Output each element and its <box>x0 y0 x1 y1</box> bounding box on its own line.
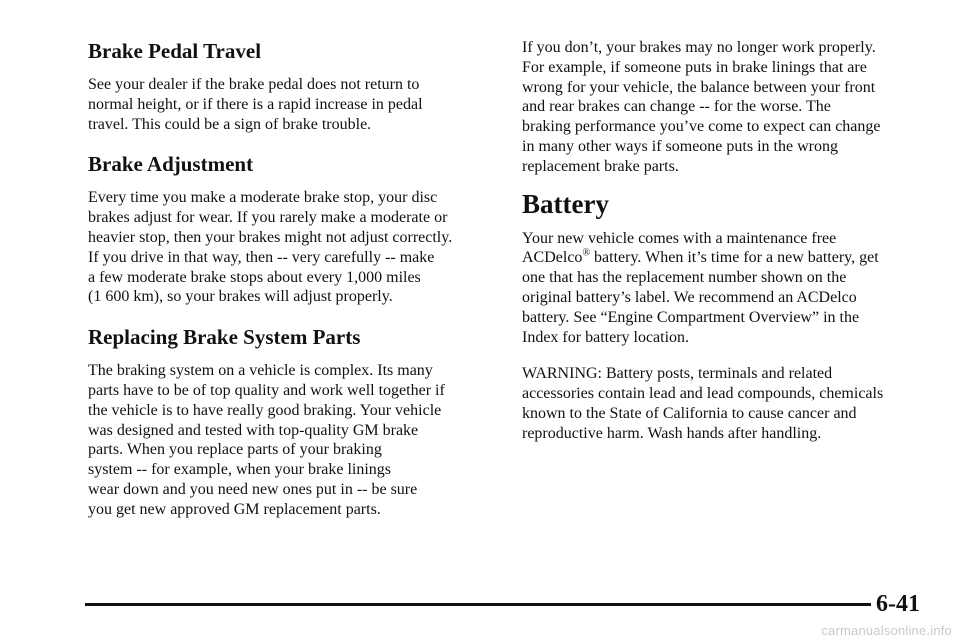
brake-parts-continuation-text: If you don’t, your brakes may no longer work properly. For example, if someone puts in brake linings that are wrong for your vehicle, the balance between your front and rear brakes can change -- for the worse. The braking performance you’ve come to expect can change in many other ways if someone puts in the wrong replacement brake parts. <box>522 39 881 175</box>
brake-pedal-travel-section <box>88 38 496 134</box>
brake-pedal-travel-heading: Brake Pedal Travel <box>88 39 262 63</box>
footer-rule <box>85 603 871 606</box>
battery-section <box>522 188 932 444</box>
brake-adjustment-section <box>88 151 496 307</box>
brake-adjustment-heading: Brake Adjustment <box>88 152 254 177</box>
right-column <box>522 38 932 461</box>
page-number: 6-41 <box>876 591 920 617</box>
replacing-brake-parts-section <box>88 324 496 519</box>
replacing-brake-parts-heading: Replacing Brake System Parts <box>88 325 361 350</box>
brake-pedal-travel-text: See your dealer if the brake pedal does not return to normal height, or if there is a rapid increase in pedal travel. This could be a sign of brake trouble. <box>88 76 423 133</box>
battery-text <box>522 229 932 348</box>
replacing-brake-parts-text: The braking system on a vehicle is complex. Its many parts have to be of top quality and work well together if the vehicle is to have really good braking. Your vehicle was designed and tested with top-quality GM brake parts. When you replace parts of your braking system -- for example, when your brake linings wear down and you need new ones put in -- be sure you get new approved GM replacement parts. <box>88 362 445 518</box>
battery-text-part1: Your new vehicle comes with a maintenance free ACDelco <box>522 229 837 267</box>
left-column <box>88 38 496 537</box>
battery-heading: Battery <box>522 188 609 219</box>
registered-mark: ® <box>582 248 591 260</box>
battery-warning-text: WARNING: Battery posts, terminals and related accessories contain lead and lead compounds, chemicals known to the State of California to cause cancer and reproductive harm. Wash hands after handling. <box>522 365 884 442</box>
watermark: carmanualsonline.info <box>821 623 952 638</box>
battery-text-part2: battery. When it’s time for a new battery, get one that has the replacement number shown on the original battery’s label. We recommend an ACDelco battery. See “Engine Compartment Overview” in the Index for battery location. <box>522 249 879 346</box>
brake-adjustment-text: Every time you make a moderate brake stop, your disc brakes adjust for wear. If you rarely make a moderate or heavier stop, then your brakes might not adjust correctly. If you drive in that way, then -- very carefully -- make a few moderate brake stops about every 1,000 miles (1 600 km), so your brakes will adjust properly. <box>88 189 453 306</box>
